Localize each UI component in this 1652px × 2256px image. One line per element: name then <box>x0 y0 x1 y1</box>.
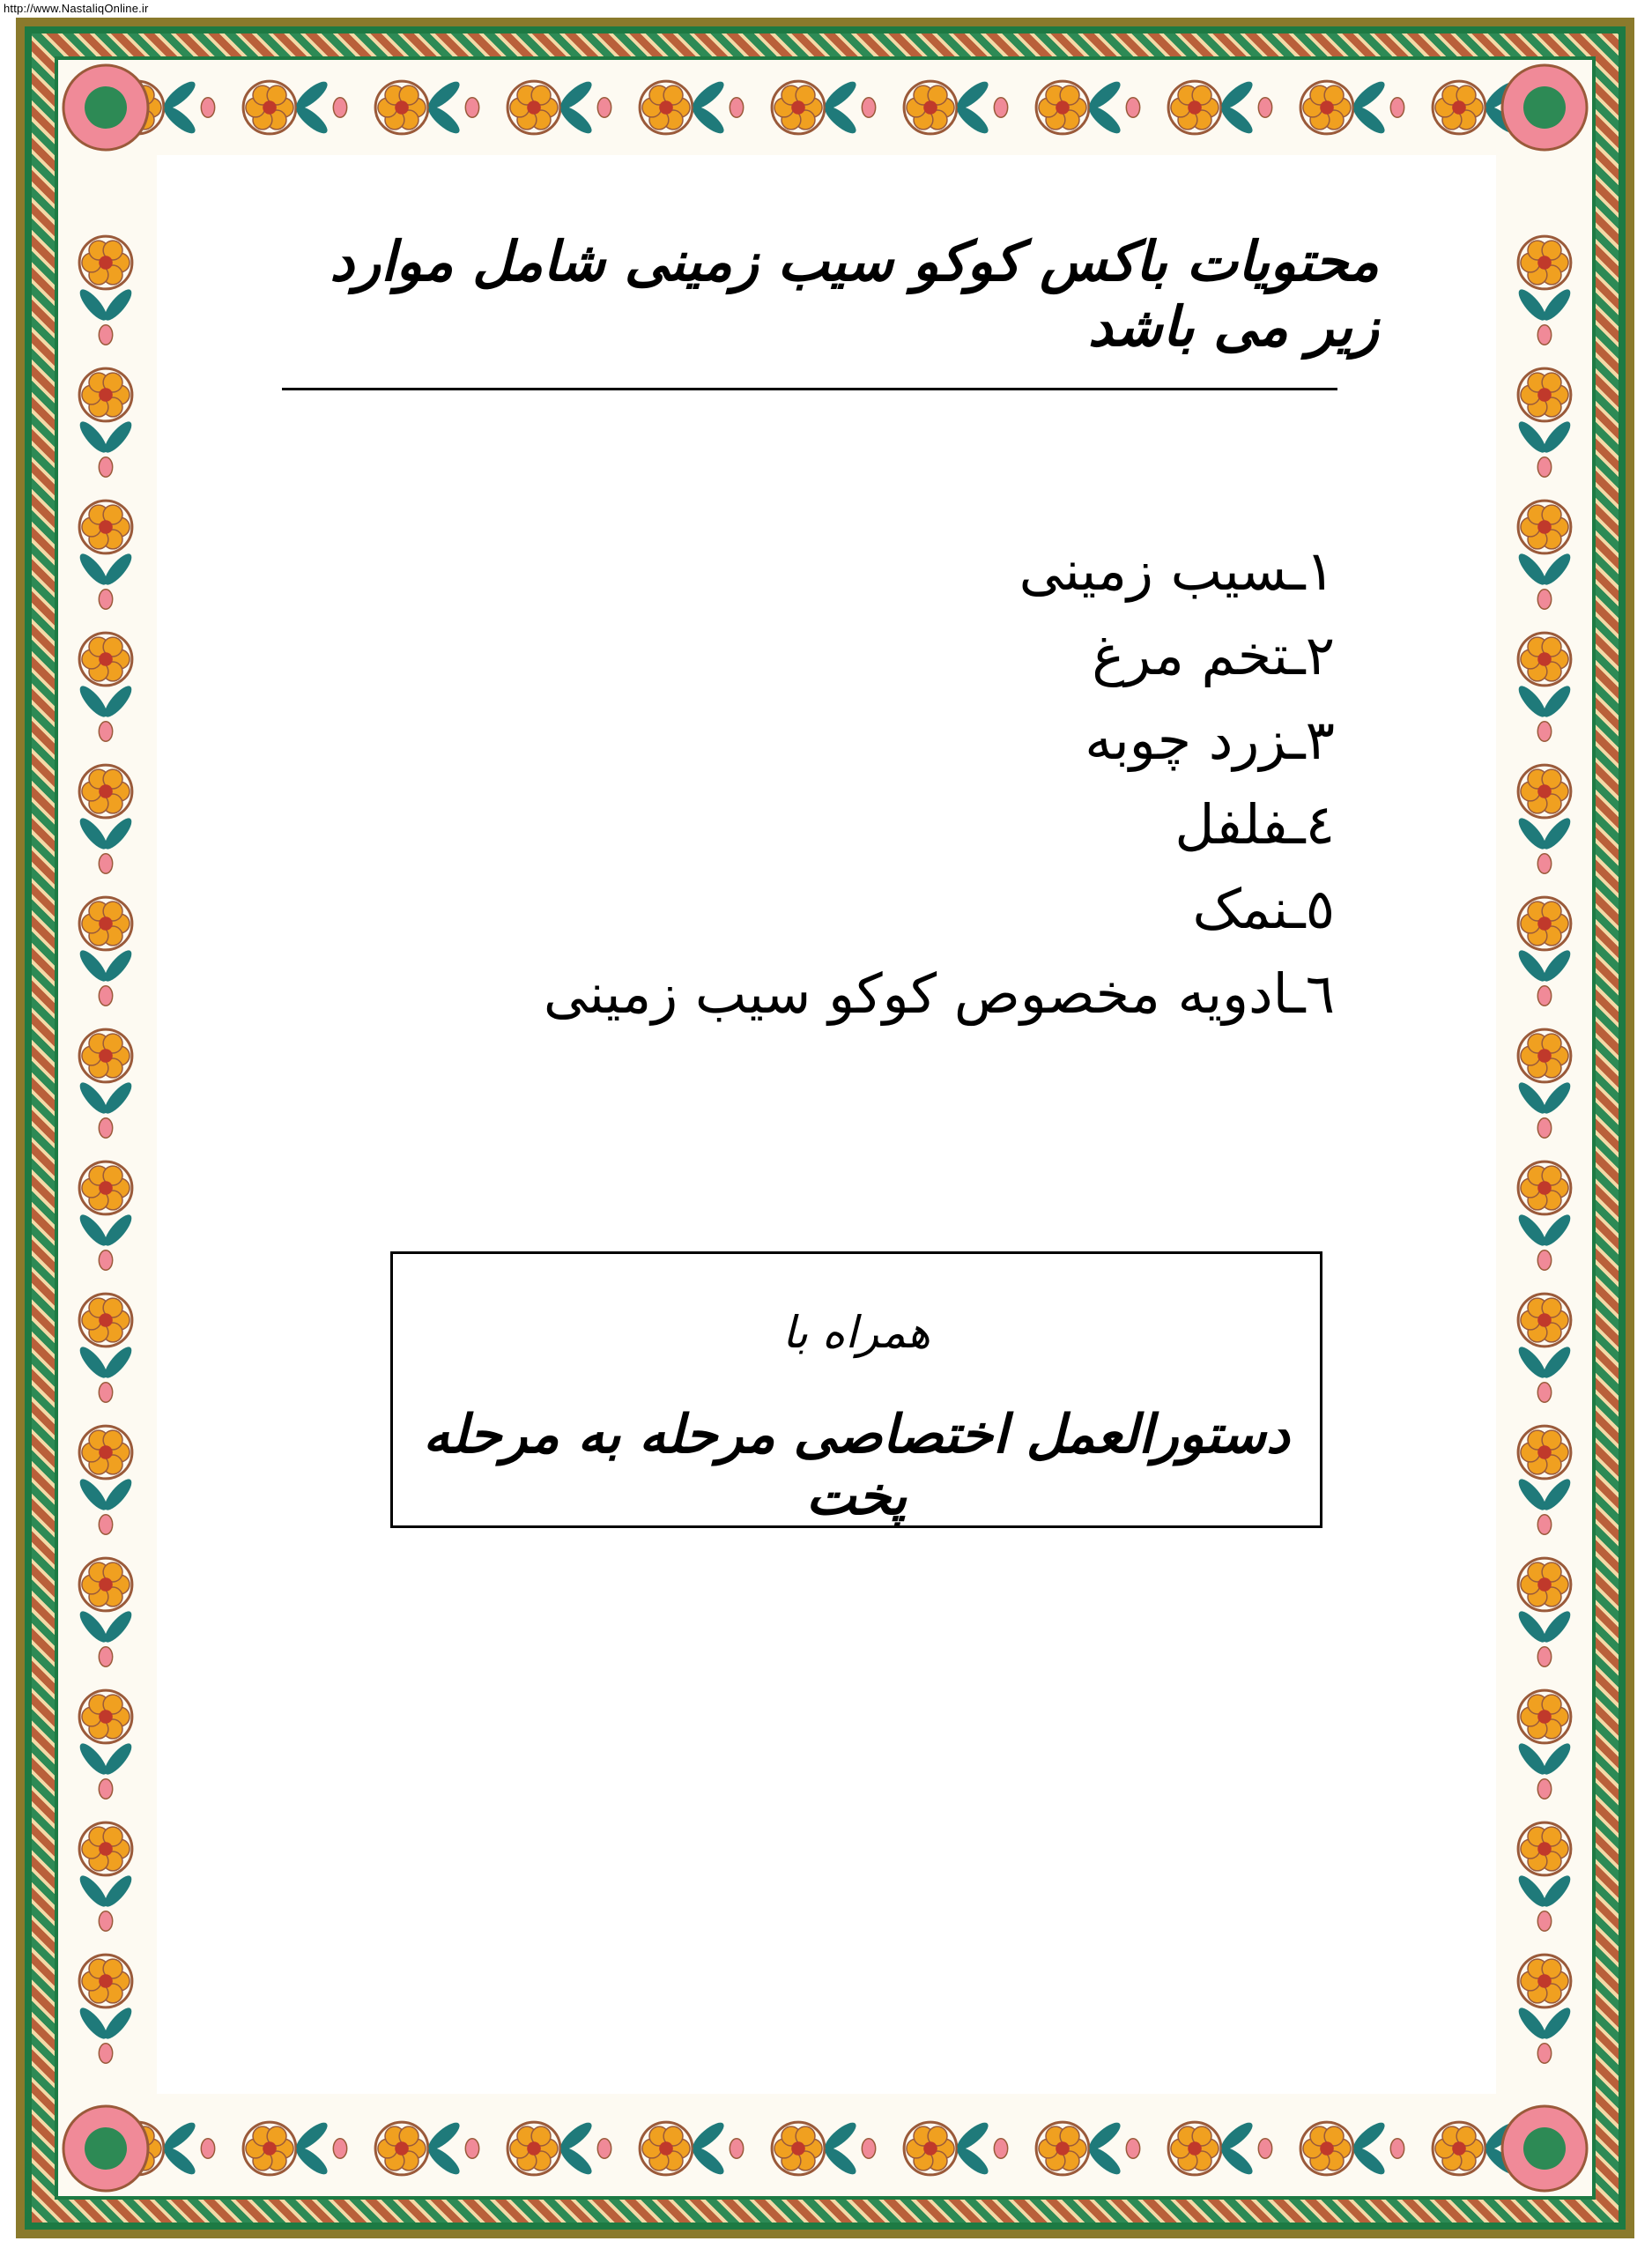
list-item: ۲ـتخم مرغ <box>1092 623 1335 687</box>
list-item: ٦ـادویه مخصوص کوکو سیب زمینی <box>543 961 1335 1026</box>
list-item: ۱ـسیب زمینی <box>1019 538 1335 603</box>
notice-text: دستورالعمل اختصاصی مرحله به مرحله پخت <box>423 1404 1290 1527</box>
title-underline <box>282 388 1337 390</box>
notice-heading: همراه با <box>782 1307 930 1358</box>
source-url: http://www.NastaliqOnline.ir <box>4 2 149 15</box>
content-page <box>157 155 1496 2094</box>
page-title: محتویات باکس کوکو سیب زمینی شامل موارد زیر می باشد <box>330 229 1379 360</box>
contents-list <box>542 529 1335 1036</box>
notice-box <box>390 1251 1322 1528</box>
list-item: ۳ـزرد چوبه <box>1085 708 1335 772</box>
list-item: ٤ـفلفل <box>1174 792 1335 857</box>
list-item: ٥ـنمک <box>1192 877 1335 941</box>
